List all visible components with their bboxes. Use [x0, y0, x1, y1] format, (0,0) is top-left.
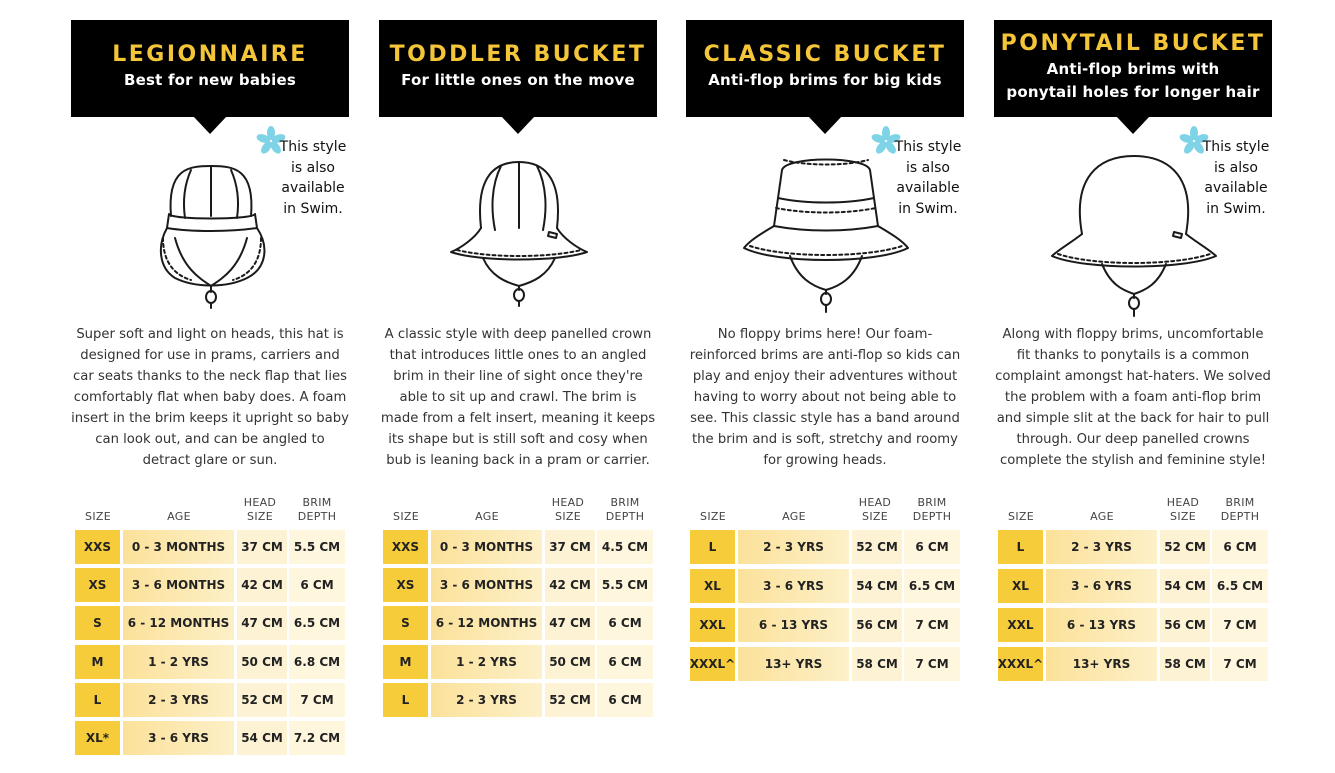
- banner: [994, 20, 1272, 117]
- cell-size: L: [690, 530, 735, 564]
- banner-subtitle: Best for new babies: [124, 71, 296, 89]
- table-row: [690, 567, 962, 606]
- cell-head: 56 CM: [1160, 608, 1210, 642]
- description: No floppy brims here! Our foam-reinforced brims are anti-flop so kids can play and enjoy their adventures without having to worry about not being able to see. This classic style has a band around the brim and is soft, stretchy and roomy for growing heads.: [689, 327, 961, 468]
- cell-size: XL*: [75, 721, 120, 755]
- cell-brim: 6 CM: [597, 645, 653, 679]
- cell-head: 50 CM: [237, 645, 287, 679]
- cell-brim: 7.2 CM: [289, 721, 345, 755]
- banner-title: LEGIONNAIRE: [112, 42, 308, 67]
- cell-age: 13+ YRS: [738, 647, 849, 681]
- cell-size: XXS: [75, 530, 120, 564]
- banner: [686, 20, 964, 117]
- header-age: AGE: [475, 510, 499, 523]
- header-head-size: HEAD SIZE: [551, 496, 585, 523]
- cell-size: L: [998, 530, 1043, 564]
- header-size: SIZE: [85, 510, 111, 523]
- swim-note: This style is also available in Swim.: [279, 139, 347, 217]
- header-size: SIZE: [1008, 510, 1034, 523]
- banner-subtitle: Anti-flop brims for big kids: [708, 71, 942, 89]
- size-table: [75, 490, 347, 757]
- cell-brim: 6 CM: [597, 683, 653, 717]
- cell-head: 54 CM: [852, 569, 902, 603]
- banner-title: CLASSIC BUCKET: [703, 42, 947, 67]
- banner: [379, 20, 657, 117]
- cell-age: 2 - 3 YRS: [123, 683, 234, 717]
- cell-head: 58 CM: [852, 647, 902, 681]
- cell-head: 52 CM: [852, 530, 902, 564]
- cell-brim: 4.5 CM: [597, 530, 653, 564]
- cell-head: 52 CM: [1160, 530, 1210, 564]
- cell-head: 52 CM: [237, 683, 287, 717]
- header-brim-depth: BRIM DEPTH: [1220, 496, 1260, 523]
- cell-size: XL: [998, 569, 1043, 603]
- table-header: [383, 490, 655, 528]
- column-ponytail-bucket: [994, 20, 1272, 765]
- cell-size: XXL: [690, 608, 735, 642]
- header-age: AGE: [1090, 510, 1114, 523]
- header-age: AGE: [782, 510, 806, 523]
- cell-age: 6 - 12 MONTHS: [431, 606, 542, 640]
- table-row: [75, 643, 347, 681]
- cell-head: 54 CM: [1160, 569, 1210, 603]
- cell-age: 0 - 3 MONTHS: [123, 530, 234, 564]
- cell-age: 1 - 2 YRS: [123, 645, 234, 679]
- size-table: [383, 490, 655, 719]
- cell-age: 1 - 2 YRS: [431, 645, 542, 679]
- table-row: [75, 681, 347, 719]
- cell-head: 56 CM: [852, 608, 902, 642]
- cell-age: 2 - 3 YRS: [1046, 530, 1157, 564]
- table-row: [383, 528, 655, 566]
- cell-head: 54 CM: [237, 721, 287, 755]
- cell-age: 6 - 12 MONTHS: [123, 606, 234, 640]
- banner: [71, 20, 349, 117]
- cell-age: 3 - 6 YRS: [1046, 569, 1157, 603]
- table-header: [998, 490, 1270, 528]
- cell-size: XL: [690, 569, 735, 603]
- cell-size: M: [383, 645, 428, 679]
- header-size: SIZE: [393, 510, 419, 523]
- description: Along with floppy brims, uncomfortable fit thanks to ponytails is a common complaint amongst hat-haters. We solved the problem with a foam anti-flop brim and simple slit at the back for hair to pull through. Our deep panelled crowns complete the stylish and feminine style!: [995, 327, 1271, 468]
- table-row: [75, 719, 347, 757]
- header-size: SIZE: [700, 510, 726, 523]
- header-head-size: HEAD SIZE: [858, 496, 892, 523]
- table-row: [998, 528, 1270, 567]
- banner-subtitle-line2: ponytail holes for longer hair: [1006, 83, 1260, 101]
- toddler-bucket-hat-icon: [379, 128, 657, 328]
- cell-head: 50 CM: [545, 645, 595, 679]
- cell-brim: 6.5 CM: [289, 606, 345, 640]
- banner-subtitle-line1: Anti-flop brims with: [1046, 60, 1220, 78]
- size-table: [998, 490, 1270, 684]
- cell-head: 37 CM: [545, 530, 595, 564]
- cell-brim: 7 CM: [289, 683, 345, 717]
- cell-head: 47 CM: [237, 606, 287, 640]
- cell-size: L: [75, 683, 120, 717]
- cell-brim: 6 CM: [904, 530, 960, 564]
- table-row: [690, 645, 962, 684]
- banner-subtitle: For little ones on the move: [401, 71, 635, 89]
- banner-title: TODDLER BUCKET: [389, 42, 647, 67]
- cell-age: 0 - 3 MONTHS: [431, 530, 542, 564]
- cell-brim: 5.5 CM: [597, 568, 653, 602]
- cell-head: 52 CM: [545, 683, 595, 717]
- cell-size: S: [383, 606, 428, 640]
- cell-age: 3 - 6 YRS: [738, 569, 849, 603]
- cell-head: 42 CM: [545, 568, 595, 602]
- cell-age: 3 - 6 MONTHS: [431, 568, 542, 602]
- table-row: [690, 528, 962, 567]
- cell-size: L: [383, 683, 428, 717]
- cell-brim: 6 CM: [597, 606, 653, 640]
- banner-title: PONYTAIL BUCKET: [1000, 31, 1266, 56]
- table-row: [998, 606, 1270, 645]
- table-row: [383, 643, 655, 681]
- cell-head: 47 CM: [545, 606, 595, 640]
- cell-age: 6 - 13 YRS: [1046, 608, 1157, 642]
- table-row: [75, 528, 347, 566]
- table-header: [690, 490, 962, 528]
- cell-brim: 7 CM: [904, 608, 960, 642]
- cell-size: XXS: [383, 530, 428, 564]
- cell-head: 42 CM: [237, 568, 287, 602]
- table-header: [75, 490, 347, 528]
- swim-note: This style is also available in Swim.: [1202, 139, 1270, 217]
- header-brim-depth: BRIM DEPTH: [297, 496, 337, 523]
- cell-brim: 7 CM: [1212, 608, 1268, 642]
- cell-age: 6 - 13 YRS: [738, 608, 849, 642]
- cell-age: 3 - 6 YRS: [123, 721, 234, 755]
- cell-brim: 7 CM: [1212, 647, 1268, 681]
- cell-size: XS: [75, 568, 120, 602]
- table-row: [690, 606, 962, 645]
- table-row: [383, 604, 655, 642]
- column-classic-bucket: [686, 20, 964, 765]
- header-head-size: HEAD SIZE: [1166, 496, 1200, 523]
- cell-brim: 6.8 CM: [289, 645, 345, 679]
- table-row: [383, 566, 655, 604]
- cell-age: 3 - 6 MONTHS: [123, 568, 234, 602]
- cell-head: 58 CM: [1160, 647, 1210, 681]
- cell-brim: 5.5 CM: [289, 530, 345, 564]
- cell-age: 2 - 3 YRS: [738, 530, 849, 564]
- table-row: [383, 681, 655, 719]
- table-row: [75, 566, 347, 604]
- cell-brim: 6 CM: [289, 568, 345, 602]
- cell-head: 37 CM: [237, 530, 287, 564]
- cell-age: 2 - 3 YRS: [431, 683, 542, 717]
- header-age: AGE: [167, 510, 191, 523]
- cell-size: XXL: [998, 608, 1043, 642]
- cell-brim: 7 CM: [904, 647, 960, 681]
- cell-size: XXXL^: [998, 647, 1043, 681]
- cell-size: M: [75, 645, 120, 679]
- column-toddler-bucket: [379, 20, 657, 765]
- column-legionnaire: [71, 20, 349, 765]
- cell-brim: 6.5 CM: [1212, 569, 1268, 603]
- description: A classic style with deep panelled crown that introduces little ones to an angled brim in their line of sight once they're able to sit up and crawl. The brim is made from a felt insert, meaning it keeps its shape but is still soft and cosy when bub is leaning back in a pram or carrier.: [380, 327, 656, 468]
- table-row: [75, 604, 347, 642]
- swim-note: This style is also available in Swim.: [894, 139, 962, 217]
- header-brim-depth: BRIM DEPTH: [605, 496, 645, 523]
- size-table: [690, 490, 962, 684]
- cell-size: S: [75, 606, 120, 640]
- cell-brim: 6.5 CM: [904, 569, 960, 603]
- cell-size: XXXL^: [690, 647, 735, 681]
- header-head-size: HEAD SIZE: [243, 496, 277, 523]
- table-row: [998, 645, 1270, 684]
- cell-age: 13+ YRS: [1046, 647, 1157, 681]
- cell-brim: 6 CM: [1212, 530, 1268, 564]
- cell-size: XS: [383, 568, 428, 602]
- header-brim-depth: BRIM DEPTH: [912, 496, 952, 523]
- description: Super soft and light on heads, this hat is designed for use in prams, carriers and car seats thanks to the neck flap that lies comfortably flat when baby does. A foam insert in the brim keeps it upright so baby can look out, and can be angled to detract glare or sun.: [71, 327, 349, 468]
- table-row: [998, 567, 1270, 606]
